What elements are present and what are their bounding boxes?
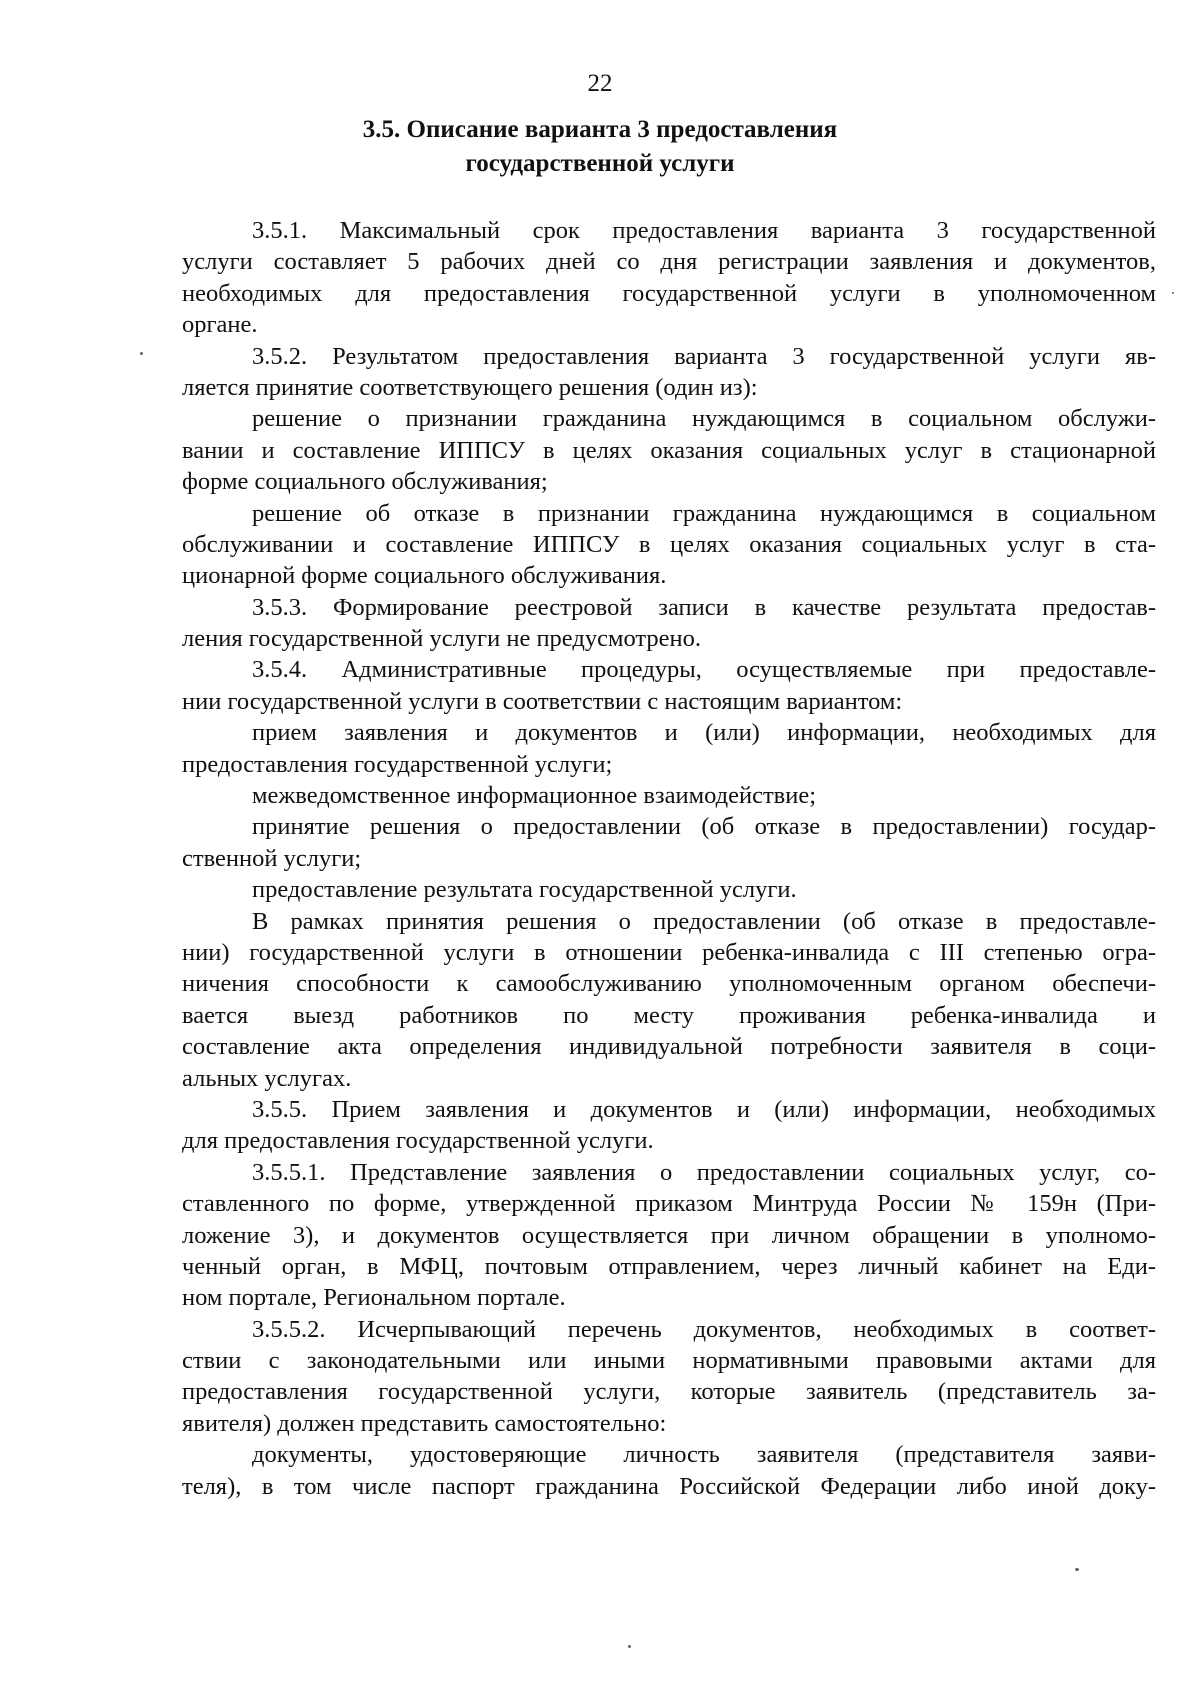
text-line: вается выезд работников по месту проживания ребенка-инвалида и — [182, 1001, 1156, 1029]
text-line: предоставления государственной услуги; — [182, 750, 613, 778]
text-line: ственной услуги; — [182, 844, 362, 872]
text-line: вании и составление ИППСУ в целях оказания социальных услуг в стационарной — [182, 436, 1156, 464]
text-line: органе. — [182, 311, 258, 339]
text-line: ставленного по форме, утвержденной приказом Минтруда России № 159н (При- — [182, 1190, 1156, 1218]
scan-speck — [1172, 292, 1174, 294]
text-line: предоставления государственной услуги, которые заявитель (представитель за- — [182, 1378, 1156, 1406]
text-line: ствии с законодательными или иными нормативными правовыми актами для — [182, 1347, 1156, 1375]
text-line: прием заявления и документов и (или) информации, необходимых для — [252, 719, 1156, 747]
text-line: нии государственной услуги в соответствии с настоящим вариантом: — [182, 687, 903, 715]
scan-speck — [1075, 1568, 1079, 1571]
section-heading-line-2: государственной услуги — [465, 150, 735, 177]
text-line: услуги составляет 5 рабочих дней со дня регистрации заявления и документов, — [182, 248, 1156, 276]
text-line: составление акта определения индивидуальной потребности заявителя в соци- — [182, 1033, 1156, 1061]
text-line: решение об отказе в признании гражданина нуждающимся в социальном — [252, 499, 1156, 527]
text-line: необходимых для предоставления государственной услуги в уполномоченном — [182, 279, 1156, 307]
text-line: ченный орган, в МФЦ, почтовым отправлением, через личный кабинет на Еди- — [182, 1252, 1156, 1280]
text-line: обслуживании и составление ИППСУ в целях оказания социальных услуг в ста- — [182, 530, 1156, 558]
text-line: для предоставления государственной услуги. — [182, 1127, 654, 1155]
scan-speck — [140, 352, 143, 355]
text-line: ничения способности к самообслуживанию уполномоченным органом обеспечи- — [182, 970, 1156, 998]
text-line: предоставление результата государственной услуги. — [252, 876, 797, 904]
text-line: нии) государственной услуги в отношении ребенка-инвалида с III степенью огра- — [182, 938, 1156, 966]
text-line: альных услугах. — [182, 1064, 352, 1092]
text-line: форме социального обслуживания; — [182, 468, 548, 496]
text-line: явителя) должен представить самостоятельно: — [182, 1409, 667, 1437]
text-line: 3.5.2. Результатом предоставления варианта 3 государственной услуги яв- — [252, 342, 1156, 370]
text-line: ляется принятие соответствующего решения (один из): — [182, 373, 758, 401]
section-heading-line-1: 3.5. Описание варианта 3 предоставления — [362, 116, 838, 143]
text-line: ционарной форме социального обслуживания. — [182, 562, 667, 590]
text-line: 3.5.1. Максимальный срок предоставления варианта 3 государственной — [252, 217, 1156, 244]
text-line: 3.5.4. Административные процедуры, осуществляемые при предоставле- — [252, 656, 1156, 684]
text-line: 3.5.5. Прием заявления и документов и (или) информации, необходимых — [252, 1095, 1156, 1123]
text-line: В рамках принятия решения о предоставлении (об отказе в предоставле- — [252, 907, 1156, 935]
text-line: 3.5.5.1. Представление заявления о предоставлении социальных услуг, со- — [252, 1158, 1156, 1186]
text-line: решение о признании гражданина нуждающимся в социальном обслужи- — [252, 405, 1156, 433]
text-line: документы, удостоверяющие личность заявителя (представителя заяви- — [252, 1441, 1156, 1469]
page-number: 22 — [587, 70, 613, 97]
text-line: принятие решения о предоставлении (об отказе в предоставлении) государ- — [252, 813, 1156, 841]
text-line: теля), в том числе паспорт гражданина Российской Федерации либо иной доку- — [182, 1472, 1156, 1500]
text-line: ном портале, Региональном портале. — [182, 1284, 566, 1312]
text-line: 3.5.5.2. Исчерпывающий перечень документов, необходимых в соответ- — [252, 1315, 1156, 1343]
text-line: 3.5.3. Формирование реестровой записи в качестве результата предостав- — [252, 593, 1156, 621]
scan-speck — [628, 1645, 631, 1648]
text-line: ления государственной услуги не предусмотрено. — [182, 625, 701, 653]
text-line: ложение 3), и документов осуществляется при личном обращении в уполномо- — [182, 1221, 1156, 1249]
text-line: межведомственное информационное взаимодействие; — [252, 782, 817, 810]
body-text — [182, 215, 1156, 1502]
